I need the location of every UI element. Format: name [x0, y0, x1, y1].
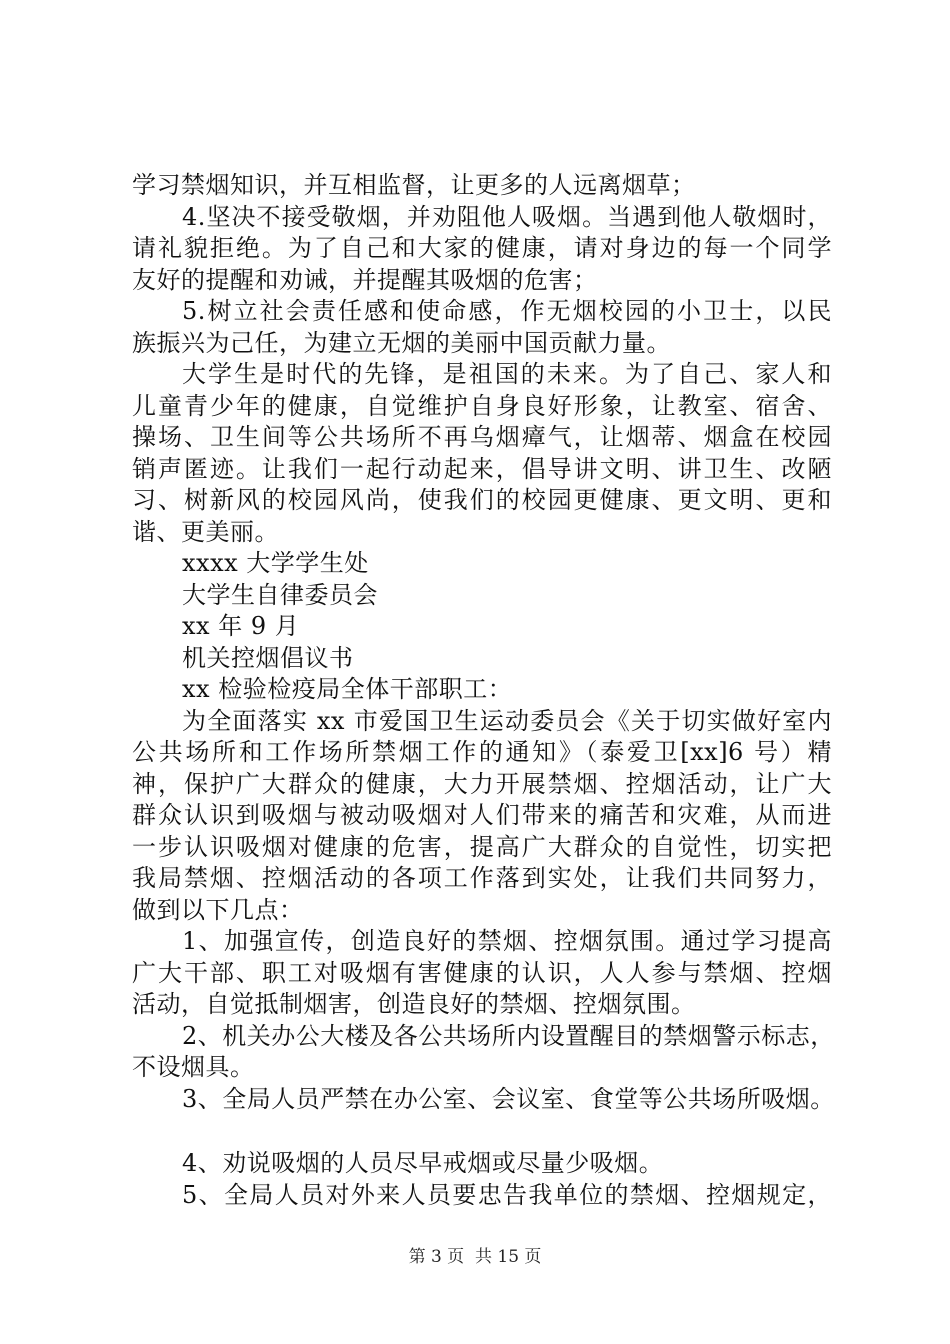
text-line: 神，保护广大群众的健康，大力开展禁烟、控烟活动，让广大 — [132, 769, 832, 798]
text-line: 儿童青少年的健康，自觉维护自身良好形象，让教室、宿舍、 — [132, 391, 832, 420]
text-line: 我局禁烟、控烟活动的各项工作落到实处，让我们共同努力， — [132, 864, 832, 892]
text-line: 广大干部、职工对吸烟有害健康的认识，人人参与禁烟、控烟 — [132, 958, 832, 987]
paragraph-gap — [132, 1115, 832, 1148]
signature-date: xx 年 9 月 — [182, 612, 300, 640]
text-line: 友好的提醒和劝诫，并提醒其吸烟的危害； — [132, 265, 598, 294]
text-line: 4、劝说吸烟的人员尽早戒烟或尽量少吸烟。 — [182, 1149, 664, 1177]
text-line: 活动，自觉抵制烟害，创造良好的禁烟、控烟氛围。 — [132, 990, 696, 1018]
salutation: xx 检验检疫局全体干部职工： — [182, 675, 513, 703]
text-line: 大学生是时代的先锋，是祖国的未来。为了自己、家人和 — [182, 360, 832, 388]
signature-org: xxxx 大学学生处 — [182, 549, 369, 577]
text-line: 销声匿迹。让我们一起行动起来，倡导讲文明、讲卫生、改陋 — [132, 454, 832, 483]
text-line: 1、加强宣传，创造良好的禁烟、控烟氛围。通过学习提高 — [182, 927, 832, 955]
text-line: 2、机关办公大楼及各公共场所内设置醒目的禁烟警示标志， — [182, 1021, 835, 1050]
text-line: 族振兴为己任，为建立无烟的美丽中国贡献力量。 — [132, 328, 671, 357]
page-number: 第 3 页 共 15 页 — [408, 1247, 542, 1267]
text-line: 习、树新风的校园风尚，使我们的校园更健康、更文明、更和 — [132, 486, 832, 514]
text-line: 不设烟具。 — [132, 1053, 255, 1081]
text-line: 请礼貌拒绝。为了自己和大家的健康，请对身边的每一个同学 — [132, 234, 832, 262]
text-line: 一步认识吸烟对健康的危害，提高广大群众的自觉性，切实把 — [132, 832, 832, 861]
text-line: 3、全局人员严禁在办公室、会议室、食堂等公共场所吸烟。 — [182, 1084, 835, 1113]
text-line: 4.坚决不接受敬烟，并劝阻他人吸烟。当遇到他人敬烟时， — [182, 202, 832, 231]
text-line: 为全面落实 xx 市爱国卫生运动委员会《关于切实做好室内 — [182, 706, 832, 735]
text-line: 谐、更美丽。 — [132, 517, 279, 546]
text-line: 5、全局人员对外来人员要忠告我单位的禁烟、控烟规定， — [182, 1180, 832, 1209]
text-line: 学习禁烟知识，并互相监督，让更多的人远离烟草； — [132, 171, 696, 199]
text-line: 操场、卫生间等公共场所不再乌烟瘴气，让烟蒂、烟盒在校园 — [132, 423, 832, 451]
signature-committee: 大学生自律委员会 — [182, 580, 378, 609]
text-line: 群众认识到吸烟与被动吸烟对人们带来的痛苦和灾难，从而进 — [132, 801, 832, 829]
document-body — [132, 170, 835, 1211]
text-line: 5.树立社会责任感和使命感，作无烟校园的小卫士，以民 — [182, 297, 832, 325]
section-title: 机关控烟倡议书 — [182, 643, 354, 672]
text-line: 做到以下几点： — [132, 895, 304, 924]
text-line: 公共场所和工作场所禁烟工作的通知》（泰爱卫[xx]6 号）精 — [132, 738, 832, 766]
